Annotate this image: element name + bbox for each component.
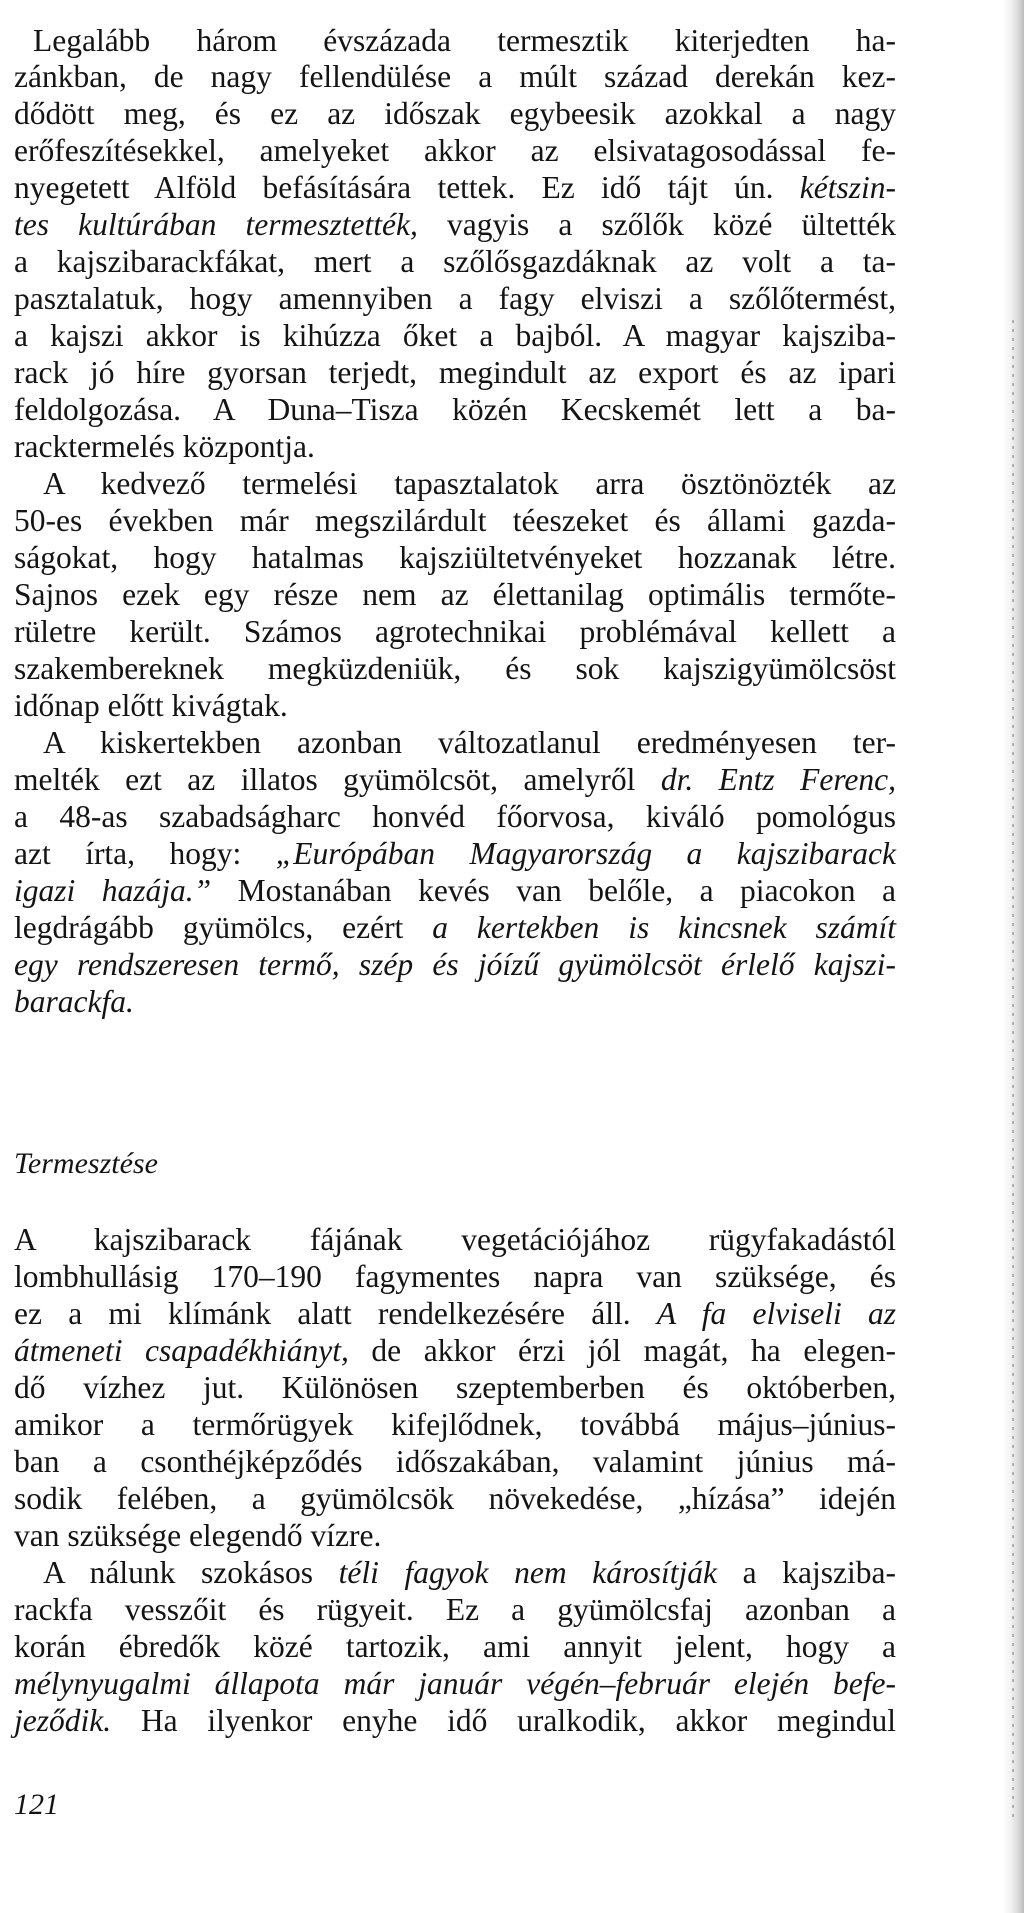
text-span: rületre került. Számos agrotechnikai problémával kellett a [14,614,896,649]
text-line [14,1628,896,1666]
text-line [14,983,896,1021]
text-span: Sajnos ezek egy része nem az élettanilag optimális termőte- [14,577,896,612]
text-span: a 48-as szabadságharc honvéd főorvosa, kiváló pomológus [14,799,896,834]
text-line [14,909,896,947]
text-span: a kajszibarackfákat, mert a szőlősgazdáknak az volt a ta- [14,244,896,279]
text-span: lombhullásig 170–190 fagymentes napra van szüksége, és [14,1259,896,1294]
page-number: 121 [14,1788,59,1821]
text-line [14,1258,896,1296]
text-line [14,206,896,244]
text-span: legdrágább gyümölcs, ezért [14,910,433,945]
text-span: rackfa vesszőit és rügyeit. Ez a gyümölcsfaj azonban a [14,1592,896,1627]
text-line [43,1554,896,1592]
text-span: melték ezt az illatos gyümölcsöt, amelyről [14,762,661,797]
text-line [14,1332,896,1370]
text-line [14,428,896,466]
text-line [14,946,896,984]
text-line [14,1443,896,1481]
text-line [14,613,896,651]
text-span: Mostanában kevés van belőle, a piacokon a [211,873,896,908]
text-span: Ha ilyenkor enyhe idő uralkodik, akkor megindul [111,1703,896,1738]
italic-span: a kertekben is kincsnek számít [432,910,896,945]
text-line [14,1369,896,1407]
italic-span: egy rendszeresen termő, szép és jóízű gyümölcsöt érlelő kajszi- [14,947,896,982]
text-line [14,502,896,540]
text-line [14,576,896,614]
text-span: a kajszi akkor is kihúzza őket a bajból. A magyar kajsziba- [14,318,896,353]
text-span: pasztalatuk, hogy amennyiben a fagy elviszi a szőlőtermést, [14,281,896,316]
text-span: zánkban, de nagy fellendülése a múlt század derekán kez- [14,59,896,94]
text-span: vagyis a szőlők közé ültették [417,207,897,242]
text-span: azt írta, hogy: [14,836,276,871]
italic-span: A fa elviseli az [656,1296,896,1331]
text-line [14,1406,896,1444]
text-line [14,650,896,688]
text-line [14,1702,896,1740]
text-line [14,835,896,873]
text-span: ban a csonthéjképződés időszakában, valamint június má- [14,1444,896,1479]
text-line [14,1591,896,1629]
text-line [14,1221,896,1259]
text-span: dő vízhez jut. Különösen szeptemberben és októberben, [14,1370,896,1405]
scan-edge-shadow [1002,0,1024,1913]
text-line [14,1665,896,1703]
text-span: Legalább három évszázada termesztik kiterjedten ha- [33,23,896,58]
italic-span: „Európában Magyarország a kajszibarack [275,836,896,871]
text-line [14,1517,896,1555]
text-line [14,169,896,207]
text-line [33,22,896,60]
text-span: ez a mi klímánk alatt rendelkezésére áll. [14,1296,657,1331]
italic-span: tes kultúrában termesztették, [14,207,418,242]
text-span: korán ébredők közé tartozik, ami annyit jelent, hogy a [14,1629,896,1664]
text-span: A kajszibarack fájának vegetációjához rügyfakadástól [14,1222,896,1257]
text-span: A kiskertekben azonban változatlanul eredményesen ter- [43,725,896,760]
text-span: rack jó híre gyorsan terjedt, megindult az export és az ipari [14,355,896,390]
text-line [14,132,896,170]
text-line [14,798,896,836]
text-line [14,391,896,429]
italic-span: dr. Entz Ferenc, [660,762,897,797]
text-span: ságokat, hogy hatalmas kajsziültetvényeket hozzanak létre. [14,540,896,575]
italic-span: kétszin- [799,170,896,205]
text-line [14,58,896,96]
text-line [14,539,896,577]
text-span: van szüksége elegendő vízre. [14,1518,382,1553]
italic-span: igazi hazája.” [14,873,212,908]
text-span: szakembereknek megküzdeniük, és sok kajszigyümölcsöst [14,651,896,686]
text-line [14,95,896,133]
text-span: nyegetett Alföld befásítására tettek. Ez idő tájt ún. [14,170,800,205]
text-line [14,687,896,725]
italic-span: barackfa. [14,984,134,1019]
text-line [14,872,896,910]
text-line [14,317,896,355]
text-line [14,1480,896,1518]
text-span: amikor a termőrügyek kifejlődnek, továbbá május–június- [14,1407,896,1442]
italic-span: átmeneti csapadékhiányt, [14,1333,349,1368]
text-line [14,1295,896,1333]
text-span: erőfeszítésekkel, amelyeket akkor az elsivatagosodással fe- [14,133,896,168]
text-line [14,354,896,392]
text-span: feldolgozása. A Duna–Tisza közén Kecskemét lett a ba- [14,392,896,427]
text-span: A nálunk szokásos [43,1555,339,1590]
text-span: racktermelés központja. [14,429,315,464]
text-line [14,243,896,281]
text-span: 50-es években már megszilárdult téeszeket és állami gazda- [14,503,896,538]
italic-span: mélynyugalmi állapota már január végén–február elején befe- [14,1666,896,1701]
text-span: a kajsziba- [717,1555,896,1590]
text-span: időnap előtt kivágtak. [14,688,288,723]
italic-span: téli fagyok nem károsítják [338,1555,718,1590]
text-line [14,761,896,799]
text-line [43,465,896,503]
section-heading: Termesztése [14,1147,158,1180]
text-span: dődött meg, és ez az időszak egybeesik azokkal a nagy [14,96,896,131]
text-span: sodik felében, a gyümölcsök növekedése, „hízása” idején [14,1481,896,1516]
text-span: de akkor érzi jól magát, ha elegen- [348,1333,897,1368]
text-span: A kedvező termelési tapasztalatok arra ösztönözték az [43,466,896,501]
italic-span: jeződik. [14,1703,112,1738]
text-line [14,280,896,318]
text-line [43,724,896,762]
